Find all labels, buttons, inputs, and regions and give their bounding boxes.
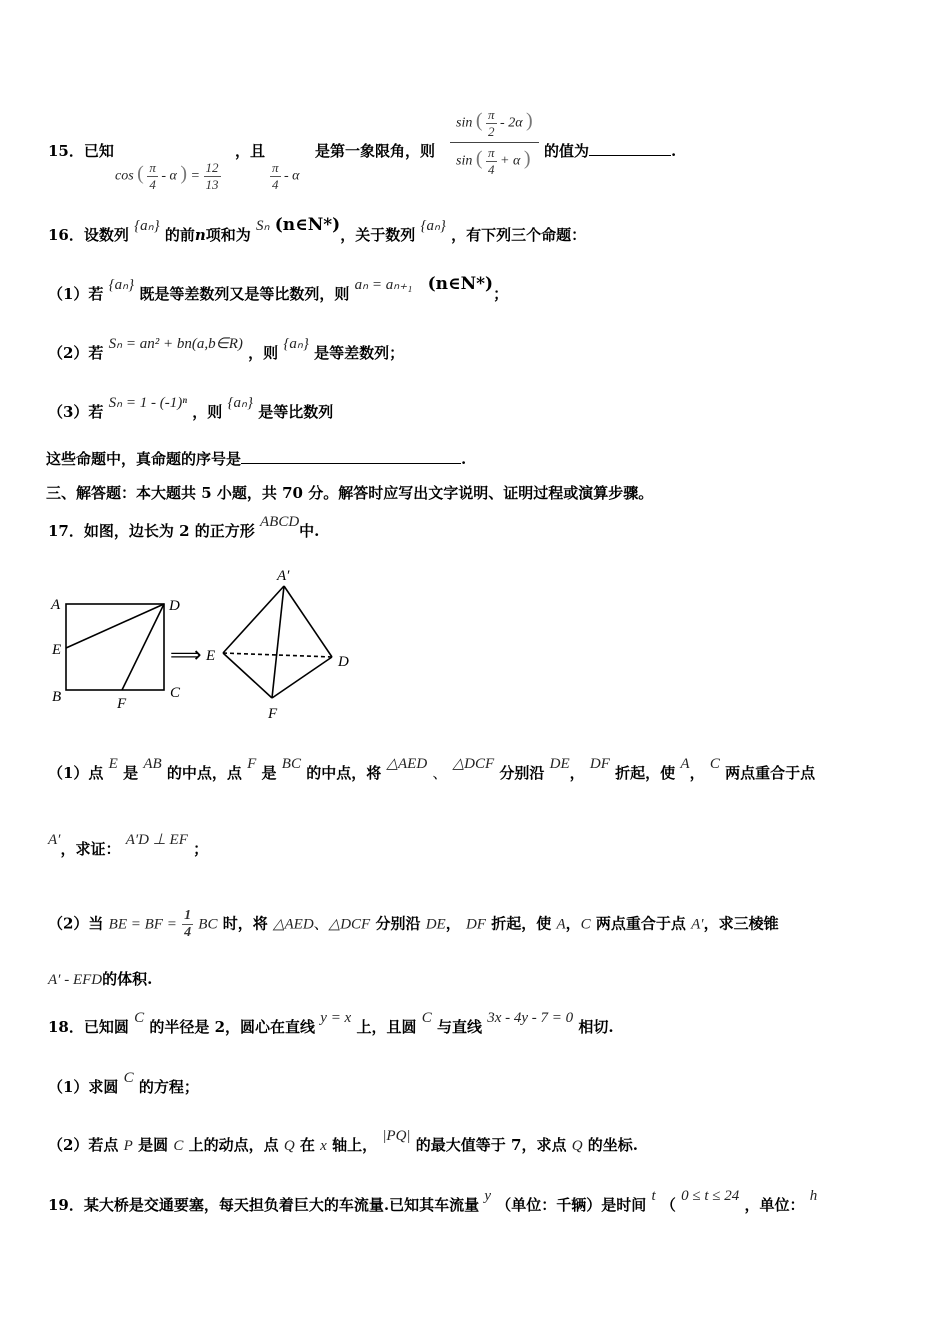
- label-Aprime: A′: [277, 568, 290, 584]
- label-B: B: [52, 689, 62, 705]
- label-C: C: [170, 685, 181, 701]
- question-18: 18．已知圆 C 的半径是 2，圆心在直线 y = x 上，且圆 C 与直线 3x - 4y - 7 = 0 相切.: [48, 1010, 614, 1036]
- q18-part-1: （1）求圆 C 的方程；: [48, 1070, 199, 1096]
- label-D2: D: [338, 654, 349, 670]
- segment-ed: [66, 604, 164, 648]
- q16-blank: [241, 449, 461, 464]
- question-19: 19．某大桥是交通要塞，每天担负着巨大的车流量.已知其车流量 y （单位：千辆）是时间 t （ 0 ≤ t ≤ 24 ，单位： h: [48, 1188, 818, 1214]
- label-E: E: [52, 642, 62, 658]
- label-F2: F: [268, 706, 278, 722]
- question-15: [48, 140, 114, 161]
- label-D: D: [169, 598, 180, 614]
- q16-proposition-2: （2）若 Sₙ = an² + bn(a,b∈R) ，则 {aₙ} 是等差数列；: [48, 336, 405, 362]
- q17-part-1-line1: （1）点 E 是 AB 的中点，点 F 是 BC 的中点，将 △AED 、 △DCF 分别沿 DE， DF 折起，使 A， C 两点重合于点: [48, 756, 816, 782]
- q15-angle: $\frac{\pi}{4}$ - α: [272, 160, 300, 192]
- arrow-icon: ⟹: [170, 643, 202, 668]
- folding-figure: [40, 560, 370, 725]
- edge-d-f: [272, 657, 332, 698]
- q15-quadrant: 是第一象限角，则: [315, 142, 436, 160]
- edge-a-d: [284, 586, 332, 657]
- label-E2: E: [206, 648, 216, 664]
- edge-e-f: [223, 653, 272, 698]
- q17-part-2-line2: A′ - EFD的体积.: [48, 970, 153, 988]
- edge-a-f: [272, 586, 284, 698]
- q15-and: ，且: [235, 142, 266, 160]
- question-16: 16．设数列 {aₙ} 的前n项和为 Sₙ (n∈N*)，关于数列 {aₙ} ，有下列三个命题：: [48, 215, 587, 244]
- edge-a-e: [223, 586, 284, 653]
- label-F: F: [117, 696, 127, 712]
- question-17: 17．如图，边长为 2 的正方形 ABCD中.: [48, 514, 320, 540]
- q17-part-2-line1: （2）当 BE = BF = $\frac{1}{4}$ BC 时，将 △AED、△DCF 分别沿 DE， DF 折起，使 A，C 两点重合于点 A′，求三棱锥: [48, 908, 779, 940]
- label-A: A: [51, 597, 61, 613]
- q16-number: 16．: [48, 226, 84, 244]
- q18-part-2: （2）若点 P 是圆 C 上的动点，点 Q 在 x 轴上， |PQ| 的最大值等于 7，求点 Q 的坐标.: [48, 1128, 639, 1154]
- q17-part-1-line2: A′，求证： A′D ⊥ EF ；: [48, 832, 209, 858]
- segment-fd: [122, 604, 164, 690]
- q15-cos-expression: cos ( $\frac{\pi}{4}$ - α ) = $\frac{12}{13}$: [115, 160, 219, 192]
- q16-conclusion: 这些命题中，真命题的序号是 .: [46, 450, 467, 468]
- q15-number: 15．: [48, 142, 84, 160]
- q15-lead: 已知: [83, 142, 114, 160]
- square-abcd: [66, 604, 164, 690]
- q15-value: 的值为 .: [544, 142, 677, 160]
- q15-big-fraction: sin ( $\frac{\pi}{2}$ - 2α ) sin ( $\frac{\pi}{4}$ + α ): [450, 105, 539, 180]
- q16-proposition-1: （1）若 {aₙ} 既是等差数列又是等比数列，则 aₙ = aₙ₊₁ (n∈N*)；: [48, 274, 509, 303]
- q15-blank: [589, 141, 671, 156]
- section-3-heading: 三、解答题：本大题共 5 小题，共 70 分。解答时应写出文字说明、证明过程或演算步骤。: [46, 484, 654, 502]
- q16-proposition-3: （3）若 Sₙ = 1 - (-1)ⁿ ，则 {aₙ} 是等比数列: [48, 395, 334, 421]
